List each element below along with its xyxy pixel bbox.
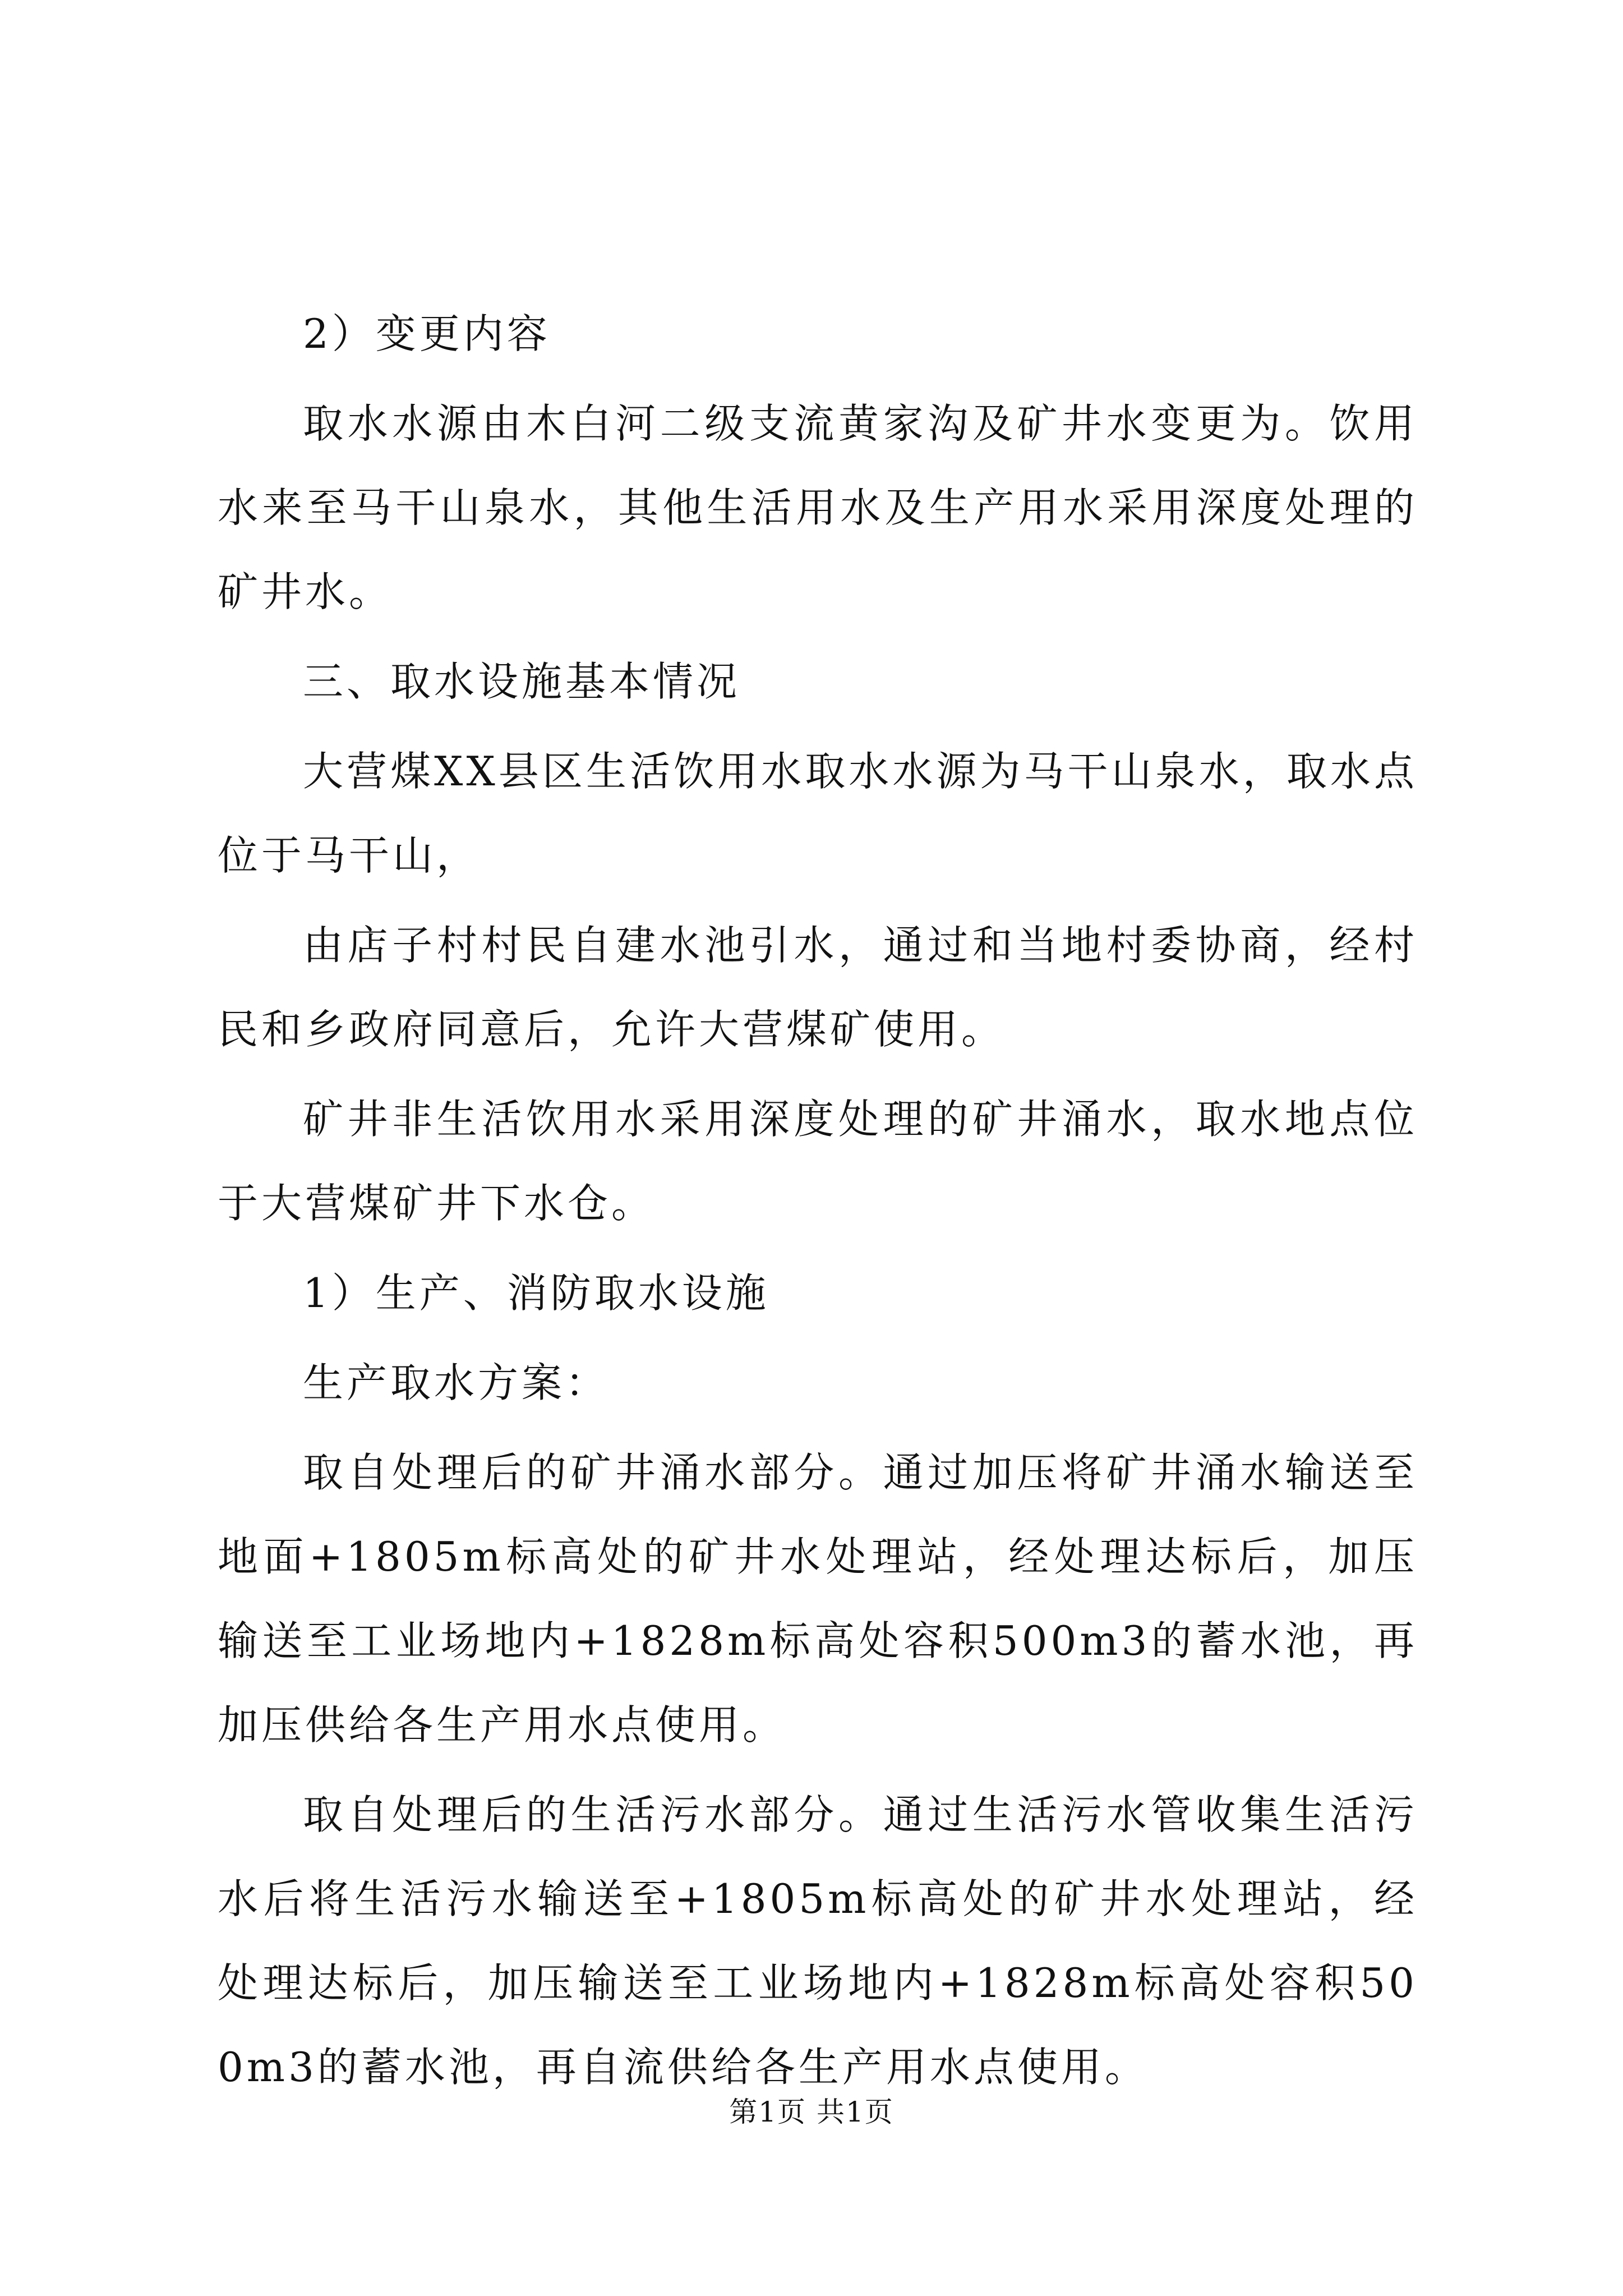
paragraph-water-source-change: 取水水源由木白河二级支流黄家沟及矿井水变更为。饮用水来至马干山泉水，其他生活用水及生产用水采用深度处理的矿井水。: [218, 400, 1418, 615]
section-heading-production-fire: 1）生产、消防取水设施: [303, 1269, 769, 1317]
document-body: [218, 292, 1418, 2109]
paragraph-sewage-treatment: 取自处理后的生活污水部分。通过生活污水管收集生活污水后将生活污水输送至+1805m标高处的矿井水处理站，经处理达标后，加压输送至工业场地内+1828m标高处容积500m3的蓄水池，再自流供给各生产用水点使用。: [218, 1791, 1418, 2091]
paragraph-drinking-water-source: 大营煤XX县区生活饮用水取水水源为马干山泉水，取水点位于马干山，: [218, 748, 1418, 879]
paragraph-village-pool: 由店子村村民自建水池引水，通过和当地村委协商，经村民和乡政府同意后，允许大营煤矿使用。: [218, 922, 1418, 1053]
page-footer: 第1页 共1页: [729, 2096, 894, 2128]
paragraph-production-plan-label: 生产取水方案：: [303, 1359, 610, 1406]
section-heading-change-content: 2）变更内容: [303, 310, 551, 357]
paragraph-mine-water-treatment: 取自处理后的矿井涌水部分。通过加压将矿井涌水输送至地面+1805m标高处的矿井水处理站，经处理达标后，加压输送至工业场地内+1828m标高处容积500m3的蓄水池，再加压供给各生产用水点使用。: [218, 1449, 1418, 1749]
paragraph-non-drinking-water: 矿井非生活饮用水采用深度处理的矿井涌水，取水地点位于大营煤矿井下水仓。: [218, 1096, 1418, 1227]
section-heading-intake-facilities: 三、取水设施基本情况: [303, 658, 741, 705]
